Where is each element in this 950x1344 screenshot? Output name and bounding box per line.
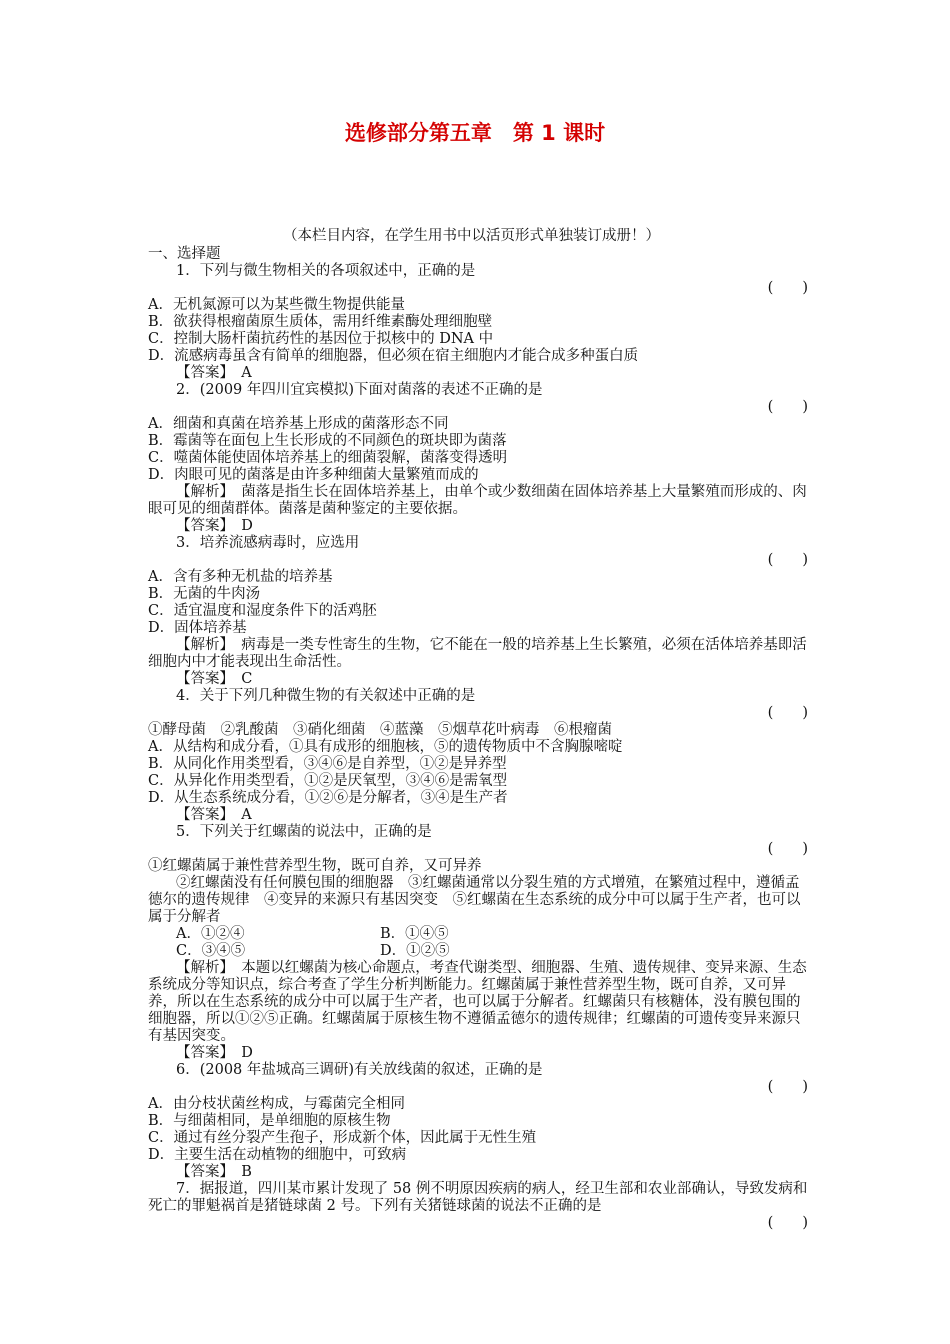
option: C．通过有丝分裂产生孢子，形成新个体，因此属于无性生殖 — [148, 1130, 537, 1146]
option: A．含有多种无机盐的培养基 — [148, 569, 333, 585]
option: A．细菌和真菌在培养基上形成的菌落形态不同 — [148, 416, 449, 432]
analysis: 【解析】 本题以红螺菌为核心命题点，考查代谢类型、细胞器、生殖、遗传规律、变异来源、生态系统成分等知识点，综合考查了学生分析判断能力。红螺菌属于兼性营养型生物，既可自养，又可异养，所以在生态系统的成分中可以属于生产者，也可以属于分解者。红螺菌只有核糖体，没有膜包围的细胞器，所以①②⑤正确。红螺菌属于原核生物不遵循孟德尔的遗传规律；红螺菌的可遗传变异来源只有基因突变。 — [148, 960, 807, 1044]
answer-blank: ( ) — [767, 841, 808, 857]
answer: 【答案】 D — [176, 1045, 253, 1061]
option: D．①②⑤ — [380, 943, 450, 959]
option: C．③④⑤ — [176, 943, 246, 959]
option-row — [148, 943, 808, 960]
option: C．从异化作用类型看，①②是厌氧型，③④⑥是需氧型 — [148, 773, 508, 789]
statement: ①红螺菌属于兼性营养型生物，既可自养，又可异养 — [148, 858, 482, 874]
option: B．无菌的牛肉汤 — [148, 586, 261, 602]
answer-blank: ( ) — [767, 280, 808, 296]
option: A．无机氮源可以为某些微生物提供能量 — [148, 297, 405, 313]
question-6-stem: 6．(2008 年盐城高三调研)有关放线菌的叙述，正确的是 — [176, 1062, 543, 1078]
option: A．由分枝状菌丝构成，与霉菌完全相同 — [148, 1096, 405, 1112]
answer-blank: ( ) — [767, 705, 808, 721]
section-heading: 一、选择题 — [148, 246, 221, 262]
answer-blank: ( ) — [767, 399, 808, 415]
answer-blank: ( ) — [767, 552, 808, 568]
question-4-stem: 4．关于下列几种微生物的有关叙述中正确的是 — [176, 688, 476, 704]
option: D．固体培养基 — [148, 620, 247, 636]
option: B．霉菌等在面包上生长形成的不同颜色的斑块即为菌落 — [148, 433, 507, 449]
microbe-list: ①酵母菌 ②乳酸菌 ③硝化细菌 ④蓝藻 ⑤烟草花叶病毒 ⑥根瘤菌 — [148, 722, 612, 738]
binding-note: （本栏目内容，在学生用书中以活页形式单独装订成册！） — [283, 228, 660, 244]
option: B．与细菌相同，是单细胞的原核生物 — [148, 1113, 391, 1129]
page-title: 选修部分第五章 第 1 课时 — [344, 121, 606, 145]
option: D．肉眼可见的菌落是由许多种细菌大量繁殖而成的 — [148, 467, 479, 483]
answer-blank: ( ) — [767, 1079, 808, 1095]
option: D．从生态系统成分看，①②⑥是分解者，③④是生产者 — [148, 790, 508, 806]
question-7-stem: 7．据报道，四川某市累计发现了 58 例不明原因疾病的病人，经卫生部和农业部确认，导致发病和死亡的罪魁祸首是猪链球菌 2 号。下列有关猪链球菌的说法不正确的是 — [148, 1181, 808, 1214]
question-2-stem: 2．(2009 年四川宜宾模拟)下面对菌落的表述不正确的是 — [176, 382, 543, 398]
analysis: 【解析】 菌落是指生长在固体培养基上，由单个或少数细菌在固体培养基上大量繁殖而形成的、肉眼可见的细菌群体。菌落是菌种鉴定的主要依据。 — [148, 484, 807, 517]
statement: ②红螺菌没有任何膜包围的细胞器 ③红螺菌通常以分裂生殖的方式增殖，在繁殖过程中，遵循孟德尔的遗传规律 ④变异的来源只有基因突变 ⑤红螺菌在生态系统的成分中可以属于生产者，也可以属于分解者 — [148, 875, 801, 925]
analysis: 【解析】 病毒是一类专性寄生的生物，它不能在一般的培养基上生长繁殖，必须在活体培养基即活细胞内中才能表现出生命活性。 — [148, 637, 807, 670]
answer: 【答案】 A — [176, 365, 252, 381]
answer-blank: ( ) — [767, 1215, 808, 1231]
answer: 【答案】 A — [176, 807, 252, 823]
option: D．主要生活在动植物的细胞中，可致病 — [148, 1147, 407, 1163]
option: B．①④⑤ — [380, 926, 449, 942]
question-3-stem: 3．培养流感病毒时，应选用 — [176, 535, 360, 551]
answer: 【答案】 C — [176, 671, 253, 687]
option-row — [148, 926, 808, 943]
answer: 【答案】 B — [176, 1164, 252, 1180]
answer: 【答案】 D — [176, 518, 253, 534]
option: B．从同化作用类型看，③④⑥是自养型，①②是异养型 — [148, 756, 507, 772]
option: A．①②④ — [176, 926, 245, 942]
question-5-stem: 5．下列关于红螺菌的说法中，正确的是 — [176, 824, 432, 840]
question-list — [148, 246, 808, 1232]
option: C．适宜温度和湿度条件下的活鸡胚 — [148, 603, 377, 619]
option: C．噬菌体能使固体培养基上的细菌裂解，菌落变得透明 — [148, 450, 508, 466]
option: A．从结构和成分看，①具有成形的细胞核，⑤的遗传物质中不含胸腺嘧啶 — [148, 739, 623, 755]
option: C．控制大肠杆菌抗药性的基因位于拟核中的 DNA 中 — [148, 331, 494, 347]
option: B．欲获得根瘤菌原生质体，需用纤维素酶处理细胞壁 — [148, 314, 493, 330]
question-1-stem: 1．下列与微生物相关的各项叙述中，正确的是 — [176, 263, 476, 279]
option: D．流感病毒虽含有简单的细胞器，但必须在宿主细胞内才能合成多种蛋白质 — [148, 348, 639, 364]
